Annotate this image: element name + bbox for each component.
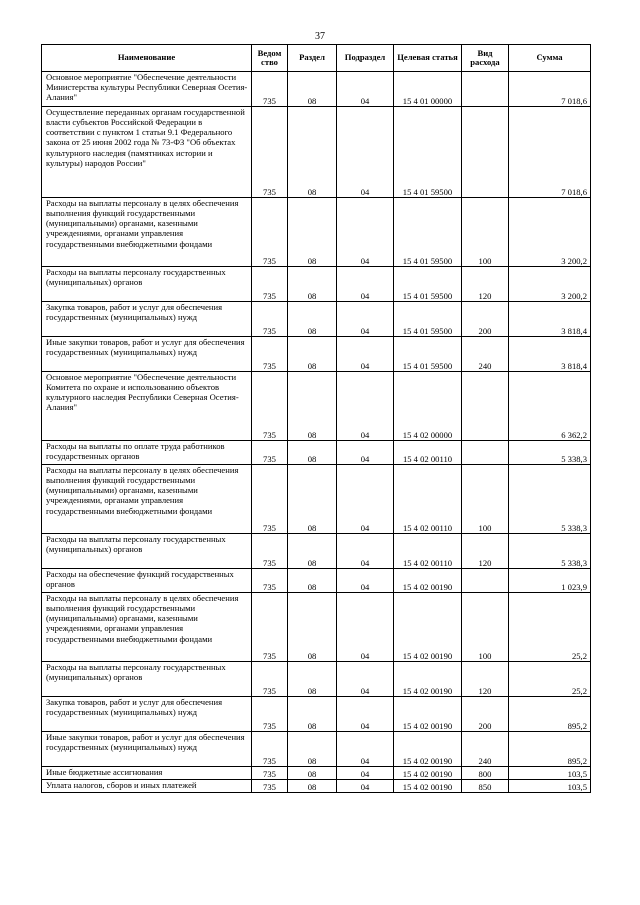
cell-amount: 3 200,2: [509, 267, 591, 302]
cell-section: 08: [288, 107, 337, 198]
column-header-department: Ведом ство: [252, 45, 288, 72]
cell-department: 735: [252, 302, 288, 337]
cell-section: 08: [288, 441, 337, 465]
cell-department: 735: [252, 72, 288, 107]
column-header-target-article: Целевая статья: [394, 45, 462, 72]
cell-name: Расходы на выплаты персоналу государственных (муниципальных) органов: [42, 662, 252, 697]
cell-section: 08: [288, 697, 337, 732]
cell-subsection: 04: [337, 780, 394, 793]
cell-target-article: 15 4 02 00190: [394, 569, 462, 593]
cell-department: 735: [252, 372, 288, 441]
cell-name: Расходы на выплаты персоналу государственных (муниципальных) органов: [42, 267, 252, 302]
cell-target-article: 15 4 02 00110: [394, 441, 462, 465]
cell-department: 735: [252, 569, 288, 593]
cell-target-article: 15 4 02 00190: [394, 767, 462, 780]
table-row: [42, 534, 591, 569]
cell-expense-type: [462, 372, 509, 441]
cell-expense-type: [462, 72, 509, 107]
cell-subsection: 04: [337, 337, 394, 372]
table-row: [42, 267, 591, 302]
cell-subsection: 04: [337, 72, 394, 107]
table-row: [42, 372, 591, 441]
cell-amount: 5 338,3: [509, 534, 591, 569]
cell-section: 08: [288, 662, 337, 697]
cell-expense-type: 120: [462, 534, 509, 569]
cell-department: 735: [252, 534, 288, 569]
cell-department: 735: [252, 465, 288, 534]
cell-target-article: 15 4 02 00000: [394, 372, 462, 441]
cell-section: 08: [288, 302, 337, 337]
cell-department: 735: [252, 267, 288, 302]
cell-amount: 895,2: [509, 697, 591, 732]
cell-name: Расходы на выплаты персоналу в целях обеспечения выполнения функций государственными (муниципальными) органами, казенными учреждениями, органами управления государственными внебюджетными фондами: [42, 465, 252, 534]
table-row: [42, 780, 591, 793]
cell-subsection: 04: [337, 569, 394, 593]
cell-section: 08: [288, 72, 337, 107]
cell-expense-type: [462, 441, 509, 465]
cell-expense-type: 850: [462, 780, 509, 793]
cell-amount: 25,2: [509, 593, 591, 662]
cell-department: 735: [252, 662, 288, 697]
cell-target-article: 15 4 02 00190: [394, 662, 462, 697]
cell-section: 08: [288, 780, 337, 793]
cell-target-article: 15 4 02 00110: [394, 465, 462, 534]
table-row: [42, 697, 591, 732]
cell-subsection: 04: [337, 302, 394, 337]
cell-name: Иные закупки товаров, работ и услуг для обеспечения государственных (муниципальных) нужд: [42, 337, 252, 372]
cell-subsection: 04: [337, 534, 394, 569]
cell-subsection: 04: [337, 372, 394, 441]
table-row: [42, 732, 591, 767]
cell-subsection: 04: [337, 593, 394, 662]
cell-section: 08: [288, 267, 337, 302]
table-row: [42, 107, 591, 198]
budget-table: [41, 44, 591, 793]
cell-department: 735: [252, 107, 288, 198]
cell-target-article: 15 4 01 00000: [394, 72, 462, 107]
page-number: 37: [315, 31, 325, 42]
cell-section: 08: [288, 198, 337, 267]
cell-target-article: 15 4 01 59500: [394, 198, 462, 267]
cell-amount: 25,2: [509, 662, 591, 697]
cell-name: Уплата налогов, сборов и иных платежей: [42, 780, 252, 793]
cell-target-article: 15 4 02 00190: [394, 780, 462, 793]
cell-name: Иные закупки товаров, работ и услуг для обеспечения государственных (муниципальных) нужд: [42, 732, 252, 767]
cell-section: 08: [288, 732, 337, 767]
cell-expense-type: 800: [462, 767, 509, 780]
cell-target-article: 15 4 02 00190: [394, 732, 462, 767]
cell-subsection: 04: [337, 697, 394, 732]
cell-expense-type: [462, 569, 509, 593]
table-row: [42, 198, 591, 267]
cell-target-article: 15 4 01 59500: [394, 107, 462, 198]
table-row: [42, 662, 591, 697]
cell-name: Закупка товаров, работ и услуг для обеспечения государственных (муниципальных) нужд: [42, 302, 252, 337]
cell-name: Расходы на выплаты по оплате труда работников государственных органов: [42, 441, 252, 465]
table-row: [42, 569, 591, 593]
cell-expense-type: 100: [462, 198, 509, 267]
cell-expense-type: 120: [462, 662, 509, 697]
cell-amount: 3 818,4: [509, 337, 591, 372]
cell-department: 735: [252, 198, 288, 267]
cell-subsection: 04: [337, 441, 394, 465]
cell-amount: 5 338,3: [509, 465, 591, 534]
table-row: [42, 465, 591, 534]
table-row: [42, 593, 591, 662]
cell-amount: 895,2: [509, 732, 591, 767]
column-header-amount: Сумма: [509, 45, 591, 72]
cell-expense-type: 100: [462, 465, 509, 534]
cell-target-article: 15 4 02 00110: [394, 534, 462, 569]
cell-expense-type: 100: [462, 593, 509, 662]
cell-amount: 7 018,6: [509, 107, 591, 198]
cell-target-article: 15 4 01 59500: [394, 302, 462, 337]
cell-name: Расходы на обеспечение функций государственных органов: [42, 569, 252, 593]
cell-subsection: 04: [337, 732, 394, 767]
cell-name: Осуществление переданных органам государственной власти субъектов Российской Федерации в соответствии с пунктом 1 статьи 9.1 Федерального закона от 25 июня 2002 года № 73-ФЗ "Об объектах культурного наследия (памятниках истории и культуры) народов России": [42, 107, 252, 198]
cell-name: Основное мероприятие "Обеспечение деятельности Министерства культуры Республики Северная Осетия-Алания": [42, 72, 252, 107]
cell-amount: 5 338,3: [509, 441, 591, 465]
cell-section: 08: [288, 465, 337, 534]
column-header-section: Раздел: [288, 45, 337, 72]
cell-subsection: 04: [337, 767, 394, 780]
cell-section: 08: [288, 337, 337, 372]
cell-amount: 1 023,9: [509, 569, 591, 593]
cell-expense-type: 240: [462, 732, 509, 767]
cell-target-article: 15 4 02 00190: [394, 697, 462, 732]
cell-expense-type: 240: [462, 337, 509, 372]
cell-amount: 103,5: [509, 780, 591, 793]
cell-name: Основное мероприятие "Обеспечение деятельности Комитета по охране и использованию объектов культурного наследия Республики Северная Осетия-Алания": [42, 372, 252, 441]
cell-subsection: 04: [337, 198, 394, 267]
cell-name: Закупка товаров, работ и услуг для обеспечения государственных (муниципальных) нужд: [42, 697, 252, 732]
cell-section: 08: [288, 569, 337, 593]
cell-name: Расходы на выплаты персоналу государственных (муниципальных) органов: [42, 534, 252, 569]
cell-subsection: 04: [337, 662, 394, 697]
cell-department: 735: [252, 732, 288, 767]
cell-amount: 103,5: [509, 767, 591, 780]
cell-expense-type: 200: [462, 302, 509, 337]
cell-amount: 7 018,6: [509, 72, 591, 107]
table-row: [42, 441, 591, 465]
table-row: [42, 72, 591, 107]
column-header-name: Наименование: [42, 45, 252, 72]
cell-name: Расходы на выплаты персоналу в целях обеспечения выполнения функций государственными (муниципальными) органами, казенными учреждениями, органами управления государственными внебюджетными фондами: [42, 593, 252, 662]
cell-subsection: 04: [337, 267, 394, 302]
table-header-row: [42, 45, 591, 72]
cell-section: 08: [288, 593, 337, 662]
column-header-expense-type: Вид расхода: [462, 45, 509, 72]
cell-department: 735: [252, 593, 288, 662]
cell-department: 735: [252, 697, 288, 732]
cell-expense-type: 120: [462, 267, 509, 302]
table-row: [42, 337, 591, 372]
column-header-subsection: Подраздел: [337, 45, 394, 72]
cell-target-article: 15 4 01 59500: [394, 337, 462, 372]
cell-expense-type: 200: [462, 697, 509, 732]
cell-section: 08: [288, 372, 337, 441]
table-row: [42, 767, 591, 780]
cell-target-article: 15 4 02 00190: [394, 593, 462, 662]
cell-department: 735: [252, 767, 288, 780]
cell-name: Иные бюджетные ассигнования: [42, 767, 252, 780]
cell-amount: 3 818,4: [509, 302, 591, 337]
cell-amount: 3 200,2: [509, 198, 591, 267]
cell-department: 735: [252, 441, 288, 465]
table-row: [42, 302, 591, 337]
table-body: [42, 72, 591, 793]
cell-department: 735: [252, 337, 288, 372]
cell-section: 08: [288, 534, 337, 569]
cell-target-article: 15 4 01 59500: [394, 267, 462, 302]
cell-subsection: 04: [337, 107, 394, 198]
cell-subsection: 04: [337, 465, 394, 534]
cell-name: Расходы на выплаты персоналу в целях обеспечения выполнения функций государственными (муниципальными) органами, казенными учреждениями, органами управления государственными внебюджетными фондами: [42, 198, 252, 267]
cell-department: 735: [252, 780, 288, 793]
cell-amount: 6 362,2: [509, 372, 591, 441]
cell-expense-type: [462, 107, 509, 198]
cell-section: 08: [288, 767, 337, 780]
